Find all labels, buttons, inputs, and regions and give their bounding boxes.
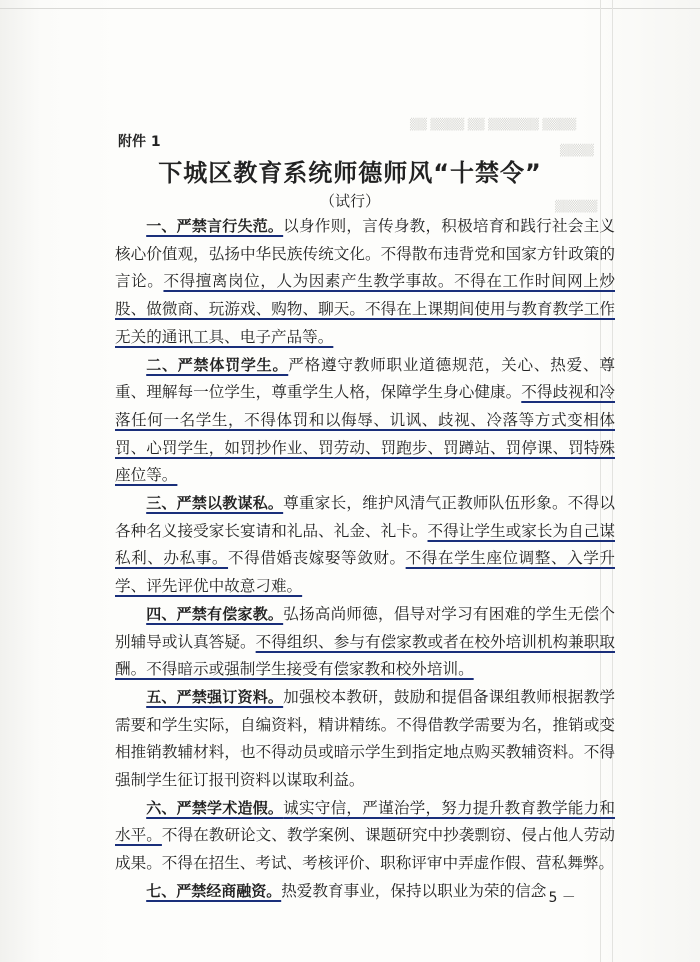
underlined-text: 不得在学生座位调整、入学升学、评先评优中故意刁难。: [115, 549, 615, 596]
body-text: 尊重家长，维护风清气正教师队伍形象。不得以各种名义接受家长宴请和礼品、礼金、礼卡。: [115, 494, 615, 540]
section-heading: 六、严禁学术造假。: [146, 798, 284, 817]
section-heading: 三、严禁以教谋私。: [146, 494, 284, 513]
attachment-label: 附件 1: [118, 134, 161, 150]
body-text: 不得借婚丧嫁娶等敛财。: [228, 549, 406, 568]
body-text: 加强校本教研，鼓励和提倡备课组教师根据教学需要和学生实际，自编资料，精讲精练。不得借教学需要为名，推销或变相推销教辅材料，也不得动员或暗示学生到指定地点购买教辅资料。不得强制学生征订报刊资料以谋取利益。: [115, 687, 615, 790]
body-text: 以身作则，言传身教，积极培育和践行社会主义核心价值观，弘扬中华民族传统文化。不得散布违背党和国家方针政策的言论。: [115, 217, 615, 291]
section-paragraph: [115, 490, 615, 601]
section-heading: 一、严禁言行失范。: [146, 217, 284, 235]
section-paragraph: [115, 601, 615, 684]
underlined-text: 不得歧视和冷落任何一名学生，不得体罚和以侮辱、讥讽、歧视、冷落等方式变相体罚、心罚学生，如罚抄作业、罚劳动、罚跑步、罚蹲站、罚停课、罚特殊座位等。: [115, 383, 615, 485]
underlined-text: 不得组织、参与有偿家教或者在校外培训机构兼职取酬。不得暗示或强制学生接受有偿家教和校外培训。: [115, 632, 615, 679]
section-paragraph: [115, 352, 615, 491]
body-text: 弘扬高尚师德，倡导对学习有困难的学生无偿个别辅导或认真答疑。: [115, 604, 615, 651]
section-paragraph: [115, 795, 615, 878]
bleed-through-text: ▒▒▒▒▒: [555, 200, 598, 213]
body-text: 热爱教育事业，保持以职业为荣的信念: [281, 881, 547, 900]
underlined-text: 诚实守信，严谨治学，努力提升教育教学能力和水平。: [115, 798, 615, 845]
scan-edge-line: [0, 8, 700, 9]
document-subtitle: （试行）: [319, 192, 380, 210]
section-heading: 四、严禁有偿家教。: [146, 604, 284, 623]
underlined-text: 不得让学生或家长为自己谋私利、办私事。: [115, 521, 615, 568]
section-heading: 二、严禁体罚学生。: [146, 355, 289, 374]
document-body: [115, 213, 615, 906]
section-heading: 五、严禁强订资料。: [146, 687, 284, 706]
bleed-through-text: ▒▒▒▒ ▒▒▒▒▒▒ ▒▒ ▒▒▒▒ ▒▒: [410, 118, 577, 131]
section-paragraph: [115, 213, 615, 352]
bleed-through-text: ▒▒▒▒: [560, 144, 594, 157]
document-title: 下城区教育系统师德师风“十禁令”: [158, 159, 542, 187]
underlined-text: 不得擅离岗位，人为因素产生教学事故。不得在工作时间网上炒股、做微商、玩游戏、购物、聊天。不得在上课期间使用与教育教学工作无关的通讯工具、电子产品等。: [115, 272, 615, 346]
section-paragraph: [115, 684, 615, 795]
page-number: － 5 －: [530, 890, 576, 906]
section-heading: 七、严禁经商融资。: [146, 881, 282, 900]
body-text: 不得在教研论文、教学案例、课题研究中抄袭剽窃、侵占他人劳动成果。不得在招生、考试、考核评价、职称评审中弄虚作假、营私舞弊。: [115, 826, 615, 873]
body-text: 严格遵守教师职业道德规范，关心、热爱、尊重、理解每一位学生，尊重学生人格，保障学生身心健康。: [115, 355, 615, 402]
